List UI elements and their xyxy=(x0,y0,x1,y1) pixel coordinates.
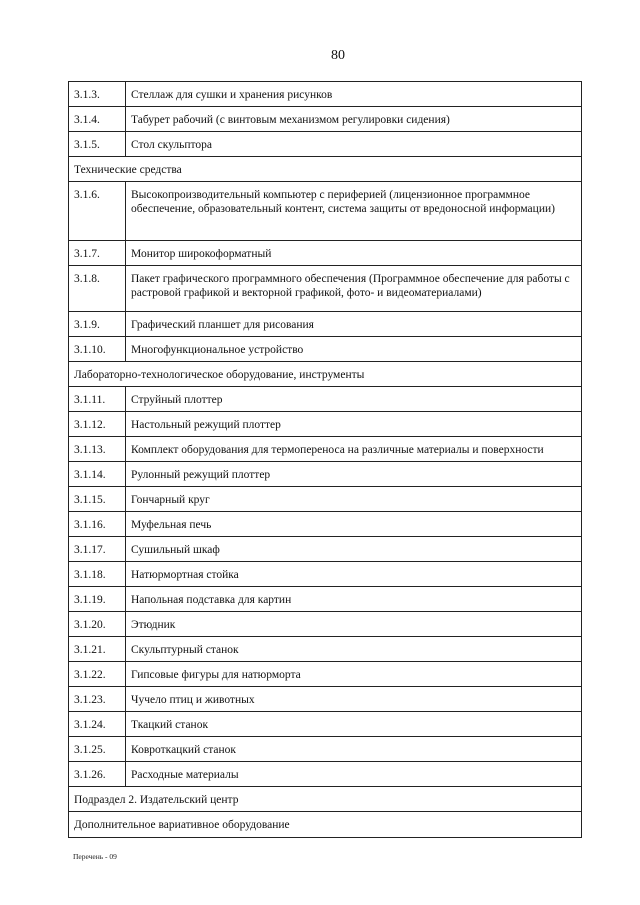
section-row xyxy=(69,812,581,837)
table-row xyxy=(69,132,581,157)
table-row xyxy=(69,337,581,362)
section-row xyxy=(69,157,581,182)
table-row xyxy=(69,712,581,737)
table-row xyxy=(69,737,581,762)
table-row xyxy=(69,537,581,562)
page-number: 80 xyxy=(331,48,345,63)
item-name: Графический планшет для рисования xyxy=(131,319,314,331)
section-row xyxy=(69,787,581,812)
item-name: Расходные материалы xyxy=(131,769,239,781)
item-number: 3.1.18. xyxy=(69,562,126,586)
item-name: Комплект оборудования для термопереноса на различные материалы и поверхности xyxy=(131,444,544,456)
item-number: 3.1.16. xyxy=(69,512,126,536)
item-number: 3.1.21. xyxy=(69,637,126,661)
item-name: Высокопроизводительный компьютер с периферией (лицензионное программное обеспечение, образовательный контент, система защиты от вредоносной информации) xyxy=(131,189,555,215)
item-name: Ковроткацкий станок xyxy=(131,744,236,756)
equipment-table xyxy=(68,81,582,838)
item-number: 3.1.22. xyxy=(69,662,126,686)
item-number: 3.1.9. xyxy=(69,312,126,336)
item-name: Скульптурный станок xyxy=(131,644,239,656)
item-name: Муфельная печь xyxy=(131,519,212,531)
table-row xyxy=(69,266,581,312)
item-name: Этюдник xyxy=(131,619,176,631)
item-number: 3.1.10. xyxy=(69,337,126,361)
table-row xyxy=(69,107,581,132)
item-name: Монитор широкоформатный xyxy=(131,248,272,260)
item-name: Настольный режущий плоттер xyxy=(131,419,281,431)
item-number: 3.1.20. xyxy=(69,612,126,636)
item-number: 3.1.4. xyxy=(69,107,126,131)
item-name: Струйный плоттер xyxy=(131,394,223,406)
table-row xyxy=(69,462,581,487)
table-row xyxy=(69,437,581,462)
section-heading: Лабораторно-технологическое оборудование, инструменты xyxy=(74,369,365,381)
item-name: Гончарный круг xyxy=(131,494,210,506)
item-number: 3.1.25. xyxy=(69,737,126,761)
item-number: 3.1.3. xyxy=(69,82,126,106)
document-footer: Перечень - 09 xyxy=(73,852,117,861)
item-name: Гипсовые фигуры для натюрморта xyxy=(131,669,301,681)
item-number: 3.1.6. xyxy=(69,182,126,240)
item-number: 3.1.19. xyxy=(69,587,126,611)
table-row xyxy=(69,637,581,662)
table-row xyxy=(69,387,581,412)
table-row xyxy=(69,312,581,337)
section-heading: Дополнительное вариативное оборудование xyxy=(74,819,290,831)
item-number: 3.1.11. xyxy=(69,387,126,411)
item-number: 3.1.7. xyxy=(69,241,126,265)
table-row xyxy=(69,762,581,787)
table-row xyxy=(69,241,581,266)
table-row xyxy=(69,182,581,241)
section-row xyxy=(69,362,581,387)
item-number: 3.1.5. xyxy=(69,132,126,156)
table-row xyxy=(69,82,581,107)
item-number: 3.1.17. xyxy=(69,537,126,561)
item-name: Сушильный шкаф xyxy=(131,544,220,556)
item-number: 3.1.14. xyxy=(69,462,126,486)
table-row xyxy=(69,662,581,687)
table-row xyxy=(69,687,581,712)
table-row xyxy=(69,612,581,637)
table-row xyxy=(69,412,581,437)
item-name: Напольная подставка для картин xyxy=(131,594,292,606)
item-number: 3.1.15. xyxy=(69,487,126,511)
item-number: 3.1.23. xyxy=(69,687,126,711)
item-name: Натюрмортная стойка xyxy=(131,569,239,581)
section-heading: Подраздел 2. Издательский центр xyxy=(74,794,239,806)
table-row xyxy=(69,587,581,612)
table-row xyxy=(69,512,581,537)
item-name: Пакет графического программного обеспечения (Программное обеспечение для работы с растровой графикой и векторной графикой, фото- и видеоматериалами) xyxy=(131,273,570,299)
item-number: 3.1.26. xyxy=(69,762,126,786)
item-name: Табурет рабочий (с винтовым механизмом регулировки сидения) xyxy=(131,114,450,126)
item-name: Чучело птиц и животных xyxy=(131,694,255,706)
item-name: Рулонный режущий плоттер xyxy=(131,469,271,481)
item-number: 3.1.24. xyxy=(69,712,126,736)
item-number: 3.1.13. xyxy=(69,437,126,461)
item-number: 3.1.8. xyxy=(69,266,126,311)
table-row xyxy=(69,562,581,587)
item-name: Стол скульптора xyxy=(131,139,212,151)
table-row xyxy=(69,487,581,512)
item-name: Стеллаж для сушки и хранения рисунков xyxy=(131,89,333,101)
item-name: Многофункциональное устройство xyxy=(131,344,304,356)
item-number: 3.1.12. xyxy=(69,412,126,436)
section-heading: Технические средства xyxy=(74,164,182,176)
item-name: Ткацкий станок xyxy=(131,719,209,731)
